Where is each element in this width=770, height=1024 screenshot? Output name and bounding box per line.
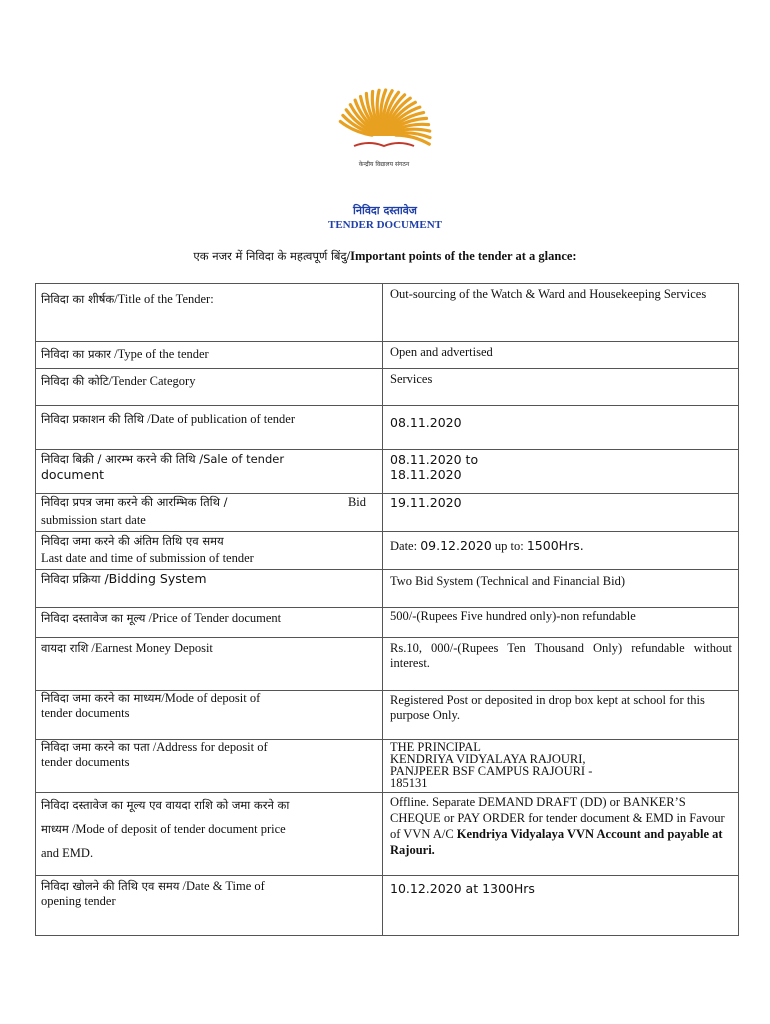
row-label: निविदा का प्रकार /Type of the tender — [36, 342, 383, 369]
glance-heading-hindi: एक नजर में निविदा के महत्वपूर्ण बिंदु — [193, 249, 347, 263]
row-label: निविदा बिक्री / आरम्भ करने की तिथि /Sale of tender document — [36, 450, 383, 494]
document-title: TENDER DOCUMENT — [328, 219, 442, 231]
table-row — [36, 406, 739, 450]
row-label: निविदा जमा करने की अंतिम तिथि एव समय Last date and time of submission of tender — [36, 532, 383, 570]
row-value: 08.11.2020 to 18.11.2020 — [383, 450, 739, 494]
table-row — [36, 793, 739, 876]
row-label: निविदा की कोटि/Tender Category — [36, 369, 383, 406]
tender-details-table — [35, 283, 739, 936]
row-value: Two Bid System (Technical and Financial Bid) — [383, 570, 739, 608]
row-value: THE PRINCIPAL KENDRIYA VIDYALAYA RAJOURI, PANJPEER BSF CAMPUS RAJOURI - 185131 — [383, 740, 739, 793]
kvs-logo — [328, 82, 440, 174]
table-row — [36, 876, 739, 936]
row-label: निविदा का शीर्षक/Title of the Tender: — [36, 284, 383, 342]
glance-heading — [0, 249, 770, 264]
table-row — [36, 342, 739, 369]
table-row — [36, 608, 739, 638]
row-label: निविदा जमा करने का पता /Address for deposit of tender documents — [36, 740, 383, 793]
sun-rays-icon — [328, 82, 440, 162]
table-row — [36, 638, 739, 691]
row-value: 19.11.2020 — [383, 494, 739, 532]
row-value: Open and advertised — [383, 342, 739, 369]
table-row — [36, 691, 739, 740]
table-row — [36, 284, 739, 342]
table-row — [36, 532, 739, 570]
table-row — [36, 740, 739, 793]
row-value: Registered Post or deposited in drop box kept at school for this purpose Only. — [383, 691, 739, 740]
row-value: Out-sourcing of the Watch & Ward and Housekeeping Services — [383, 284, 739, 342]
row-value: 500/-(Rupees Five hundred only)-non refundable — [383, 608, 739, 638]
row-label: वायदा राशि /Earnest Money Deposit — [36, 638, 383, 691]
row-label: निविदा जमा करने का माध्यम/Mode of deposit of tender documents — [36, 691, 383, 740]
row-label: निविदा प्रपत्र जमा करने की आरम्भिक तिथि / Bid submission start date — [36, 494, 383, 532]
row-label: निविदा प्रकाशन की तिथि /Date of publication of tender — [36, 406, 383, 450]
row-value: 08.11.2020 — [383, 406, 739, 450]
table-row — [36, 369, 739, 406]
row-label: निविदा दस्तावेज का मूल्य एव वायदा राशि को जमा करने का माध्यम /Mode of deposit of tender document price and EMD. — [36, 793, 383, 876]
logo-caption: केन्द्रीय विद्यालय संगठन — [358, 161, 410, 168]
row-value: Date: 09.12.2020 up to: 1500Hrs. — [383, 532, 739, 570]
book-line — [354, 143, 414, 146]
row-value: Services — [383, 369, 739, 406]
row-label: निविदा खोलने की तिथि एव समय /Date & Time of opening tender — [36, 876, 383, 936]
glance-heading-english: /Important points of the tender at a glance: — [346, 249, 577, 263]
row-label: निविदा प्रक्रिया /Bidding System — [36, 570, 383, 608]
row-value: 10.12.2020 at 1300Hrs — [383, 876, 739, 936]
row-value: Offline. Separate DEMAND DRAFT (DD) or BANKER’S CHEQUE or PAY ORDER for tender document & EMD in Favour of VVN A/C Kendriya Vidyalaya VVN Account and payable at Rajouri. — [383, 793, 739, 876]
document-title-hindi: निविदा दस्तावेज — [353, 204, 417, 217]
row-value: Rs.10, 000/-(Rupees Ten Thousand Only) refundable without interest. — [383, 638, 739, 691]
table-row — [36, 570, 739, 608]
table-row — [36, 494, 739, 532]
table-row — [36, 450, 739, 494]
row-label: निविदा दस्तावेज का मूल्य /Price of Tender document — [36, 608, 383, 638]
